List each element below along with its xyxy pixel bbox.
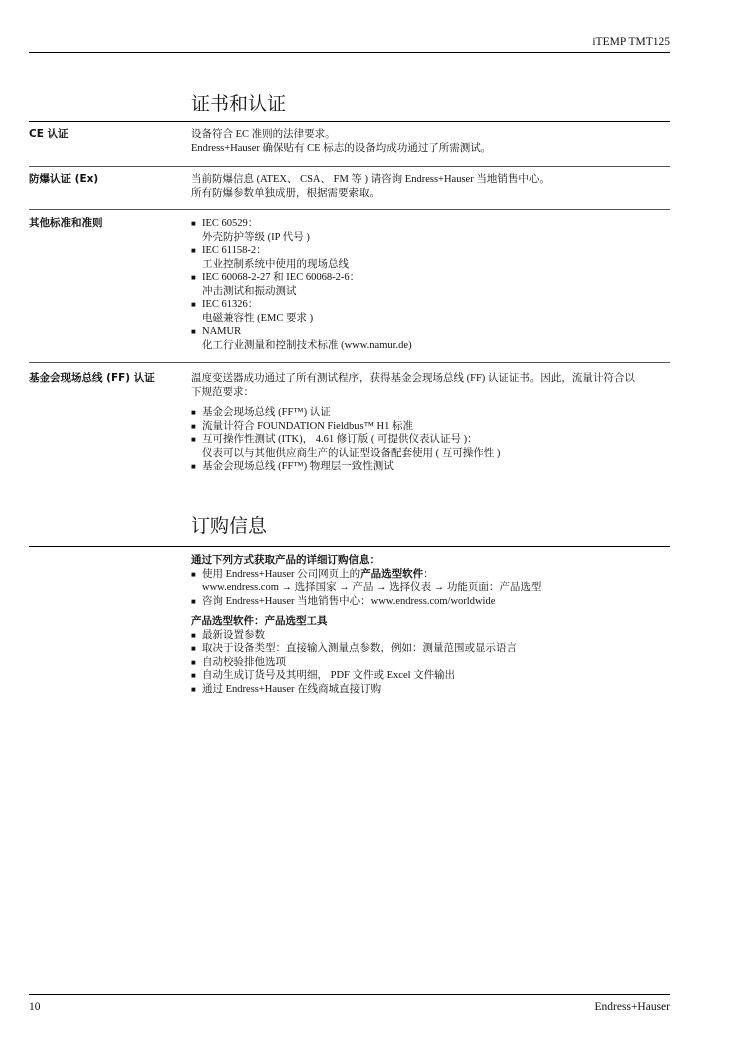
list-item-title: NAMUR xyxy=(202,326,242,337)
bullet-icon: ■ xyxy=(191,657,196,667)
list-item-title: IEC 60529： xyxy=(202,218,259,229)
list-item xyxy=(191,433,669,460)
page-number: 10 xyxy=(29,1001,41,1013)
list-item-title: 互可操作性测试 (ITK)， 4.61 修订版 ( 可提供仪表认证号 )： xyxy=(202,434,478,445)
text-line: Endress+Hauser 确保贴有 CE 标志的设备均成功通过了所需测试。 xyxy=(191,142,492,154)
list-item-detail: 仪表可以与其他供应商生产的认证型设备配套使用 ( 互可操作性 ) xyxy=(202,447,501,459)
list-item-title: 取决于设备类型：直接输入测量点参数，例如：测量范围或显示语言 xyxy=(202,643,517,654)
list-item-title: 自动校验排他选项 xyxy=(202,656,286,668)
bullet-icon: ■ xyxy=(191,596,196,606)
bullet-icon: ■ xyxy=(191,246,196,255)
section-title-ordering: 订购信息 xyxy=(191,515,268,537)
bullet-icon: ■ xyxy=(191,569,196,579)
list-item-title: 基金会现场总线 (FF™) 认证 xyxy=(202,407,331,418)
bullet-icon: ■ xyxy=(191,219,196,228)
text-span: 使用 Endress+Hauser 公司网页上的 xyxy=(202,568,361,580)
row-content-ex xyxy=(191,173,669,200)
row-label-other-standards: 其他标准和准则 xyxy=(29,217,103,229)
list-item-title: 咨询 Endress+Hauser 当地销售中心：www.endress.com/worldwide xyxy=(202,595,496,607)
text-line: 温度变送器成功通过了所有测试程序，获得基金会现场总线 (FF) 认证证书。因此，流量计符合以 xyxy=(191,373,635,384)
list-item-title: IEC 60068-2-27 和 IEC 60068-2-6： xyxy=(202,272,361,283)
bullet-icon: ■ xyxy=(191,421,196,431)
standards-list xyxy=(191,217,669,352)
list-item xyxy=(191,298,669,325)
list-item xyxy=(191,669,669,683)
list-item xyxy=(191,568,669,595)
row-content-other-standards xyxy=(191,217,669,352)
list-item-title: 基金会现场总线 (FF™) 物理层一致性测试 xyxy=(202,461,394,472)
list-item xyxy=(191,217,669,244)
bullet-icon: ■ xyxy=(191,671,196,680)
bullet-icon: ■ xyxy=(191,462,196,471)
list-item xyxy=(191,629,669,643)
list-item-title: 最新设置参数 xyxy=(202,629,265,641)
list-item-detail: 化工行业测量和控制技术标准 (www.namur.de) xyxy=(202,339,412,351)
list-item xyxy=(191,406,669,420)
section-divider xyxy=(29,546,670,547)
list-item xyxy=(191,420,669,434)
list-item-detail: 电磁兼容性 (EMC 要求 ) xyxy=(202,312,314,324)
ff-requirements-list xyxy=(191,406,669,474)
list-item xyxy=(191,244,669,271)
list-item-detail: 冲击测试和振动测试 xyxy=(202,285,297,297)
text-span: ： xyxy=(423,568,434,580)
list-item-detail: 外壳防护等级 (IP 代号 ) xyxy=(202,231,310,243)
row-content-ff-certification xyxy=(191,372,669,474)
bullet-icon: ■ xyxy=(191,408,196,417)
configurator-heading: 产品选型软件：产品选型工具 xyxy=(191,616,328,627)
list-item xyxy=(191,460,669,474)
list-item-title: 流量计符合 FOUNDATION Fieldbus™ H1 标准 xyxy=(202,420,413,432)
list-item xyxy=(191,595,669,609)
bullet-icon: ■ xyxy=(191,630,196,640)
row-label-ff-certification: 基金会现场总线 (FF) 认证 xyxy=(29,372,155,384)
section-title-certificates: 证书和认证 xyxy=(191,93,287,115)
row-divider xyxy=(29,166,670,167)
row-content-ce xyxy=(191,128,669,155)
list-item xyxy=(191,683,669,697)
list-item-title: 自动生成订货号及其明细， PDF 文件或 Excel 文件输出 xyxy=(202,670,456,681)
document-header-title: iTEMP TMT125 xyxy=(592,36,670,48)
text-line: 所有防爆参数单独成册，根据需要索取。 xyxy=(191,187,380,199)
ordering-heading: 通过下列方式获取产品的详细订购信息： xyxy=(191,555,380,566)
row-label-ce: CE 认证 xyxy=(29,128,69,140)
bullet-icon: ■ xyxy=(191,327,196,336)
bullet-icon: ■ xyxy=(191,300,196,309)
list-item-title xyxy=(202,568,669,582)
list-item-title: IEC 61158-2： xyxy=(202,245,267,256)
bullet-icon: ■ xyxy=(191,435,196,444)
text-line: 设备符合 EC 准则的法律要求。 xyxy=(191,129,336,140)
configurator-features-list xyxy=(191,629,669,697)
footer-divider xyxy=(29,994,670,995)
list-item-title: IEC 61326： xyxy=(202,299,259,310)
section-divider xyxy=(29,121,670,122)
ordering-sources-list xyxy=(191,568,669,609)
list-item-detail: 工业控制系统中使用的现场总线 xyxy=(202,258,349,270)
navigation-path: www.endress.com → 选择国家 → 产品 → 选择仪表 → 功能页面：产品选型 xyxy=(202,582,542,593)
bullet-icon: ■ xyxy=(191,644,196,653)
list-item xyxy=(191,642,669,656)
row-divider xyxy=(29,209,670,210)
footer-brand: Endress+Hauser xyxy=(594,1001,670,1013)
list-item xyxy=(191,325,669,352)
list-item xyxy=(191,271,669,298)
header-divider xyxy=(29,52,670,53)
text-line: 当前防爆信息 (ATEX、 CSA、 FM 等 ) 请咨询 Endress+Hauser 当地销售中心。 xyxy=(191,174,550,185)
list-item-title: 通过 Endress+Hauser 在线商城直接订购 xyxy=(202,683,382,695)
ordering-info-content xyxy=(191,554,669,696)
row-divider xyxy=(29,362,670,363)
list-item xyxy=(191,656,669,670)
bullet-icon: ■ xyxy=(191,273,196,282)
text-line: 下规范要求： xyxy=(191,386,254,398)
row-label-ex: 防爆认证 (Ex) xyxy=(29,173,99,185)
product-configurator-label: 产品选型软件 xyxy=(360,568,424,580)
bullet-icon: ■ xyxy=(191,684,196,694)
